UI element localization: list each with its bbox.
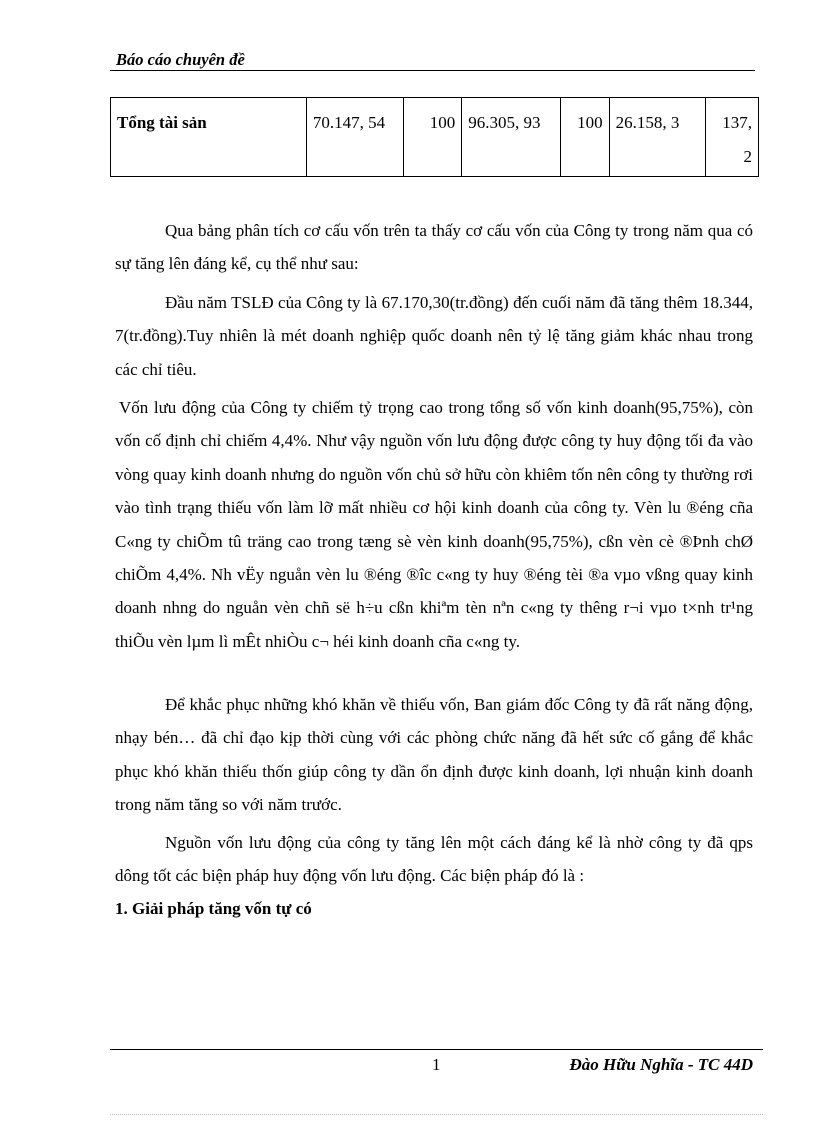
table-cell: 70.147, 54 — [306, 98, 403, 177]
report-title: Báo cáo chuyên đề — [116, 50, 245, 69]
paragraph-5: Nguồn vốn lưu động của công ty tăng lên một cách đáng kể là nhờ công ty đã qps dông tốt các biện pháp huy động vốn lưu động. Các biện pháp đó là : — [115, 833, 753, 886]
total-assets-table — [110, 97, 759, 177]
table-cell: 100 — [403, 98, 462, 177]
page-number: 1 — [432, 1055, 441, 1074]
footer-author: Đào Hữu Nghĩa - TC 44D — [569, 1055, 753, 1074]
footer-divider — [110, 1049, 763, 1050]
table-cell: 26.158, 3 — [609, 98, 706, 177]
page-bottom-rule — [110, 1114, 763, 1115]
paragraph-4: Để khắc phục những khó khăn về thiếu vốn, Ban giám đốc Công ty đã rất năng động, nhạy bén… đã chỉ đạo kịp thời cùng với các phòng chức năng đã hết sức cố gắng để khắc phục khó khăn thiếu thốn giúp công ty dần ổn định được kinh doanh, lợi nhuận kinh doanh trong năm tăng so với năm trước. — [115, 695, 753, 815]
table-cell: 100 — [561, 98, 609, 177]
row-label: Tổng tài sản — [111, 98, 307, 177]
paragraph-3: Vốn lưu động của Công ty chiếm tỷ trọng cao trong tổng số vốn kinh doanh(95,75%), còn vốn cố định chỉ chiếm 4,4%. Như vậy nguồn vốn lưu động được công ty huy động tối đa vào vòng quay kinh doanh nhưng do nguồn vốn chủ sở hữu còn khiêm tốn nên công ty thường rơi vào tình trạng thiếu vốn làm lỡ mất nhiều cơ hội kinh doanh của công ty. Vèn lu ®éng cña C«ng ty chiÕm tû träng cao trong tæng sè vèn kinh doanh(95,75%), cßn vèn cè ®Þnh chØ chiÕm 4,4%. Nh vËy nguån vèn lu ®éng ®îc c«ng ty huy ®éng tèi ®a vµo vßng quay kinh doanh nhng do nguån vèn chñ së h÷u cßn khiªm tèn nªn c«ng ty thêng r¬i vµo t×nh tr¹ng thiÕu vèn lµm lì mÊt nhiÒu c¬ héi kinh doanh cña c«ng ty. — [115, 398, 753, 651]
table-cell: 96.305, 93 — [462, 98, 561, 177]
paragraph-2: Đầu năm TSLĐ của Công ty là 67.170,30(tr.đồng) đến cuối năm đã tăng thêm 18.344, 7(tr.đồng).Tuy nhiên là mét doanh nghiệp quốc doanh nên tỷ lệ tăng giảm khác nhau trong các chỉ tiêu. — [115, 293, 753, 379]
table-row — [111, 98, 759, 177]
paragraph-1: Qua bảng phân tích cơ cấu vốn trên ta thấy cơ cấu vốn của Công ty trong năm qua có sự tăng lên đáng kể, cụ thể như sau: — [115, 221, 753, 274]
section-heading: 1. Giải pháp tăng vốn tự có — [115, 899, 312, 918]
page-header — [110, 50, 755, 71]
table-cell: 137, 2 — [706, 98, 759, 177]
